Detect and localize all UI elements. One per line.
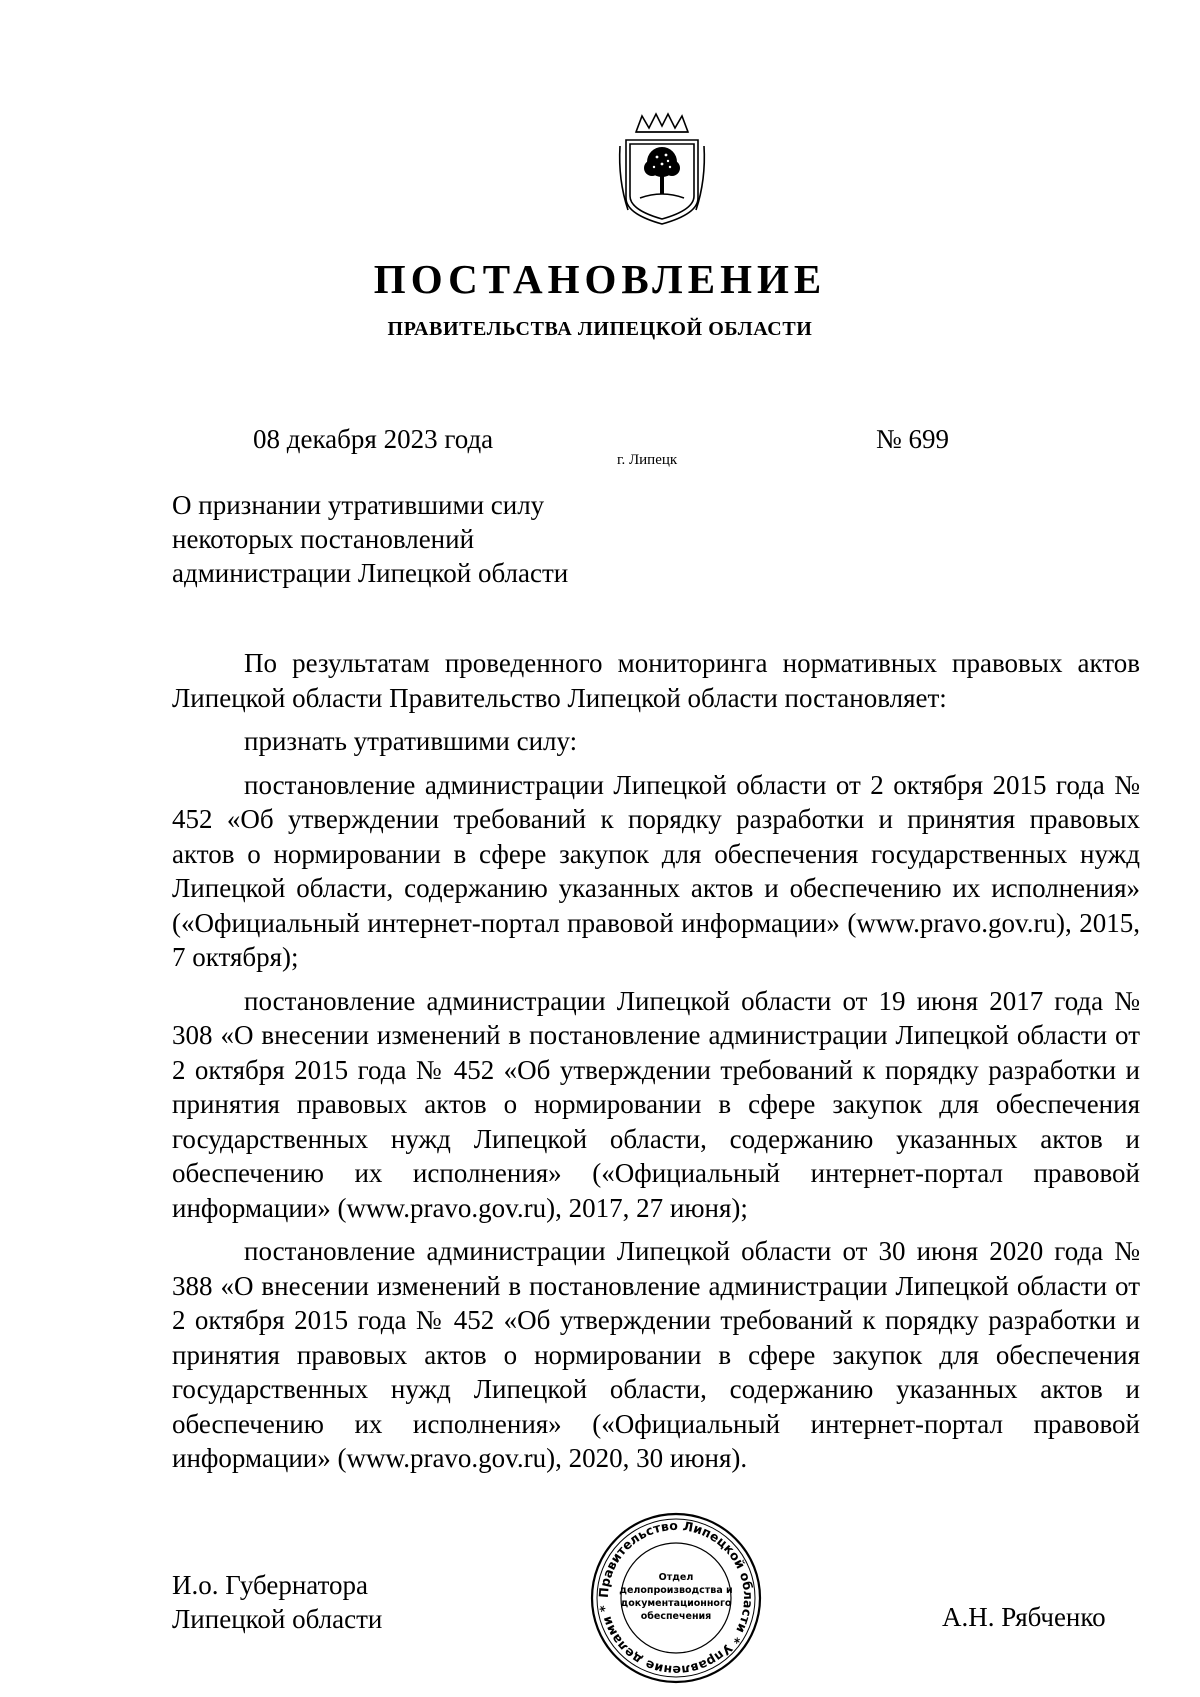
subject-line: администрации Липецкой области bbox=[172, 558, 569, 588]
body-paragraph: постановление администрации Липецкой области от 19 июня 2017 года № 308 «О внесении изменений в постановление администрации Липецкой области от 2 октября 2015 года № 452 «Об утверждении требований к порядку разработки и принятия правовых актов о нормировании в сфере закупок для обеспечения государственных нужд Липецкой области, содержанию указанных актов и обеспечению их исполнения» («Официальный интернет-портал правовой информации» (www.pravo.gov.ru), 2017, 27 июня); bbox=[172, 985, 1140, 1223]
svg-text:делопроизводства и: делопроизводства и bbox=[619, 1585, 733, 1596]
body-paragraph: постановление администрации Липецкой области от 2 октября 2015 года № 452 «Об утверждении требований к порядку разработки и принятия правовых актов о нормировании в сфере закупок для обеспечения государственных нужд Липецкой области, содержанию указанных актов и обеспечению их исполнения» («Официальный интернет-портал правовой информации» (www.pravo.gov.ru), 2015, 7 октября); bbox=[172, 769, 1140, 972]
document-number: № 699 bbox=[876, 424, 950, 454]
svg-text:Отдел: Отдел bbox=[658, 1572, 694, 1583]
signatory-position-line: Липецкой области bbox=[172, 1604, 383, 1634]
document-title: ПОСТАНОВЛЕНИЕ bbox=[373, 256, 827, 302]
subject-line: О признании утратившими силу bbox=[172, 490, 545, 520]
svg-text:документационного: документационного bbox=[620, 1598, 732, 1609]
signatory-name: А.Н. Рябченко bbox=[942, 1602, 1106, 1632]
document-subject bbox=[172, 488, 732, 590]
svg-text:Правительство Липецкой области: Правительство Липецкой области * Управление делами * bbox=[595, 1517, 757, 1679]
body-paragraph: По результатам проведенного мониторинга нормативных правовых актов Липецкой области Правительство Липецкой области постановляет: bbox=[172, 648, 1140, 713]
subject-line: некоторых постановлений bbox=[172, 524, 475, 554]
document-subtitle: ПРАВИТЕЛЬСТВА ЛИПЕЦКОЙ ОБЛАСТИ bbox=[387, 318, 813, 340]
official-seal bbox=[588, 1510, 764, 1686]
signatory-position bbox=[172, 1568, 382, 1636]
signatory-position-line: И.о. Губернатора bbox=[172, 1570, 369, 1600]
document-body bbox=[172, 646, 1140, 1485]
body-paragraph: постановление администрации Липецкой области от 30 июня 2020 года № 388 «О внесении изменений в постановление администрации Липецкой области от 2 октября 2015 года № 452 «Об утверждении требований к порядку разработки и принятия правовых актов о нормировании в сфере закупок для обеспечения государственных нужд Липецкой области, содержанию указанных актов и обеспечению их исполнения» («Официальный интернет-портал правовой информации» (www.pravo.gov.ru), 2020, 30 июня). bbox=[172, 1236, 1140, 1473]
document-city: г. Липецк bbox=[617, 452, 678, 468]
coat-of-arms-icon bbox=[616, 110, 708, 230]
body-paragraph: признать утратившими силу: bbox=[244, 726, 578, 756]
document-date: 08 декабря 2023 года bbox=[253, 424, 494, 454]
svg-text:обеспечения: обеспечения bbox=[640, 1611, 712, 1622]
